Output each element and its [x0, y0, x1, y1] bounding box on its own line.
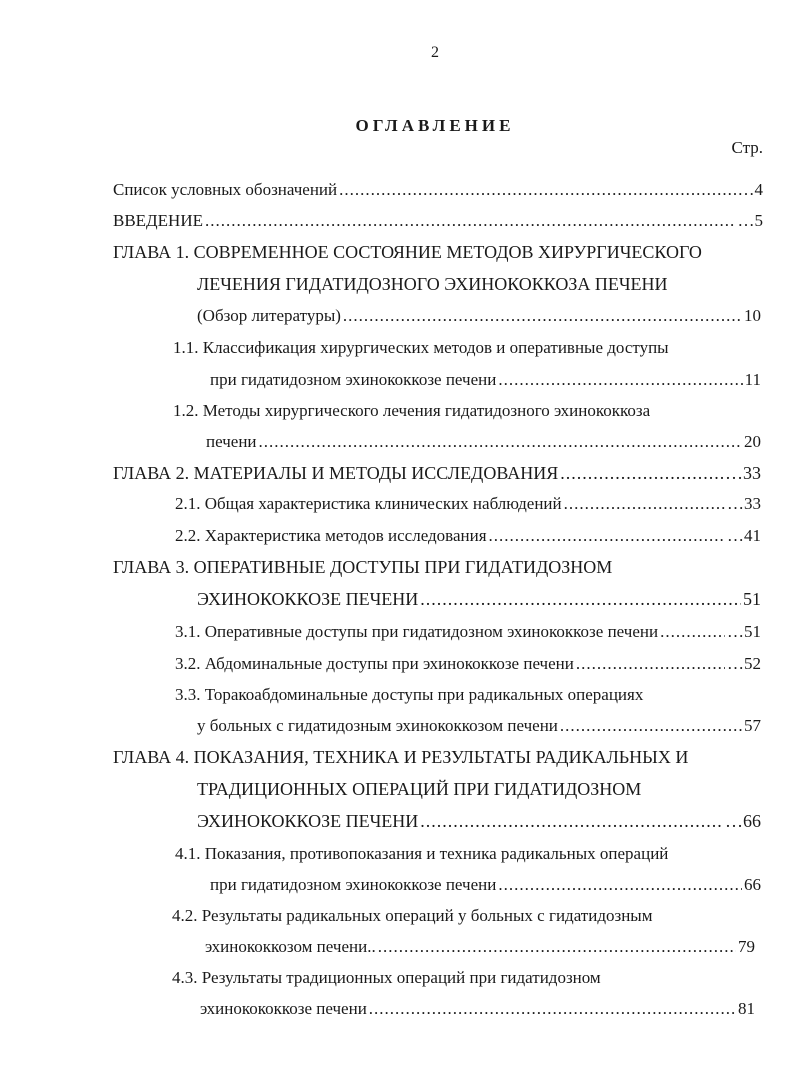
leader-dots	[339, 180, 735, 200]
leader-dots	[560, 463, 723, 484]
toc-entry-line: ГЛАВА 3. ОПЕРАТИВНЫЕ ДОСТУПЫ ПРИ ГИДАТИДОЗНОМ	[113, 557, 613, 577]
leader-dots	[489, 526, 725, 546]
toc-entry-title: 3.1. Оперативные доступы при гидатидозном эхинококкозе печени	[175, 622, 659, 641]
toc-entry-title: ЭХИНОКОККОЗЕ ПЕЧЕНИ	[197, 811, 419, 831]
toc-entry-page: 10	[744, 306, 761, 325]
toc-entry-line: ГЛАВА 1. СОВРЕМЕННОЕ СОСТОЯНИЕ МЕТОДОВ ХИРУРГИЧЕСКОГО	[113, 242, 702, 262]
toc-entry[interactable]	[200, 999, 755, 1019]
toc-entry[interactable]	[210, 875, 761, 895]
leader-dots	[378, 937, 736, 957]
leader-dots	[498, 370, 742, 390]
toc-entry-page: …5	[737, 211, 763, 230]
toc-entry-line: 3.3. Торакоабдоминальные доступы при радикальных операциях	[175, 685, 644, 704]
toc-entry-page: …4	[737, 180, 763, 199]
leader-dots	[560, 716, 742, 736]
toc-entry-title: при гидатидозном эхинококкозе печени	[210, 370, 497, 389]
leader-dots	[259, 432, 742, 452]
toc-entry-line: 4.1. Показания, противопоказания и техника радикальных операций	[175, 844, 669, 863]
toc-entry-title: 2.2. Характеристика методов исследования	[175, 526, 487, 545]
toc-title: ОГЛАВЛЕНИЕ	[355, 116, 515, 135]
toc-entry-page: 51	[743, 589, 761, 609]
page-number: 2	[431, 44, 439, 61]
leader-dots	[420, 589, 741, 610]
toc-entry-page: 11	[744, 370, 761, 389]
leader-dots	[205, 211, 736, 231]
toc-entry-title: 2.1. Общая характеристика клинических наблюдений	[175, 494, 562, 513]
toc-entry-line: ГЛАВА 4. ПОКАЗАНИЯ, ТЕХНИКА И РЕЗУЛЬТАТЫ РАДИКАЛЬНЫХ И	[113, 747, 689, 767]
toc-entry-page: …51	[727, 622, 761, 641]
toc-entry[interactable]	[175, 654, 761, 674]
toc-entry-page: 66	[744, 875, 761, 894]
toc-entry-line: 1.2. Методы хирургического лечения гидатидозного эхинококкоза	[173, 401, 651, 420]
toc-entry-title: при гидатидозном эхинококкозе печени	[210, 875, 497, 894]
leader-dots	[660, 622, 725, 642]
toc-entry-page: 57	[744, 716, 761, 735]
toc-entry-page: …52	[727, 654, 761, 673]
toc-entry[interactable]	[210, 370, 761, 390]
leader-dots	[420, 811, 723, 832]
toc-entry-title: Список условных обозначений	[113, 180, 338, 199]
toc-entry-title: у больных с гидатидозным эхинококкозом печени	[197, 716, 558, 735]
toc-entry[interactable]	[175, 494, 761, 514]
toc-entry-line: 4.3. Результаты традиционных операций при гидатидозном	[172, 968, 601, 987]
toc-entry[interactable]	[175, 526, 761, 546]
toc-entry-title: (Обзор литературы)	[197, 306, 341, 325]
toc-entry-line: ТРАДИЦИОННЫХ ОПЕРАЦИЙ ПРИ ГИДАТИДОЗНОМ	[197, 779, 642, 799]
toc-entry-title: ВВЕДЕНИЕ	[113, 211, 203, 230]
toc-entry[interactable]	[197, 589, 761, 610]
toc-entry[interactable]	[113, 211, 763, 231]
leader-dots	[576, 654, 725, 674]
toc-entry-page: …33	[727, 494, 761, 513]
toc-entry-page: …41	[727, 526, 761, 545]
toc-entry-page: 20	[744, 432, 761, 451]
leader-dots	[343, 306, 742, 326]
toc-entry[interactable]	[206, 432, 761, 452]
toc-entry[interactable]	[113, 180, 763, 200]
toc-entry-page: …66	[725, 811, 761, 831]
toc-entry-line: 1.1. Классификация хирургических методов и оперативные доступы	[173, 338, 669, 357]
leader-dots	[498, 875, 742, 895]
toc-entry-title: печени	[206, 432, 257, 451]
toc-entry-page: 81	[738, 999, 755, 1018]
toc-entry-page: …33	[725, 463, 761, 483]
leader-dots	[369, 999, 736, 1019]
toc-entry-title: ЭХИНОКОККОЗЕ ПЕЧЕНИ	[197, 589, 419, 609]
toc-entry[interactable]	[205, 937, 755, 957]
toc-entry-line: ЛЕЧЕНИЯ ГИДАТИДОЗНОГО ЭХИНОКОККОЗА ПЕЧЕНИ	[197, 274, 668, 294]
toc-entry-title: эхинококкозом печени..	[205, 937, 376, 956]
pages-column-label: Стр.	[731, 138, 763, 157]
leader-dots	[564, 494, 725, 514]
toc-entry-title: эхинокококкозе печени	[200, 999, 367, 1018]
toc-entry[interactable]	[197, 716, 761, 736]
toc-entry-title: ГЛАВА 2. МАТЕРИАЛЫ И МЕТОДЫ ИССЛЕДОВАНИЯ	[113, 463, 559, 483]
toc-entry[interactable]	[113, 463, 761, 484]
toc-entry[interactable]	[175, 622, 761, 642]
toc-entry-title: 3.2. Абдоминальные доступы при эхинококкозе печени	[175, 654, 574, 673]
toc-entry[interactable]	[197, 811, 761, 832]
toc-entry[interactable]	[197, 306, 761, 326]
toc-entry-line: 4.2. Результаты радикальных операций у больных с гидатидозным	[172, 906, 653, 925]
toc-entry-page: 79	[738, 937, 755, 956]
